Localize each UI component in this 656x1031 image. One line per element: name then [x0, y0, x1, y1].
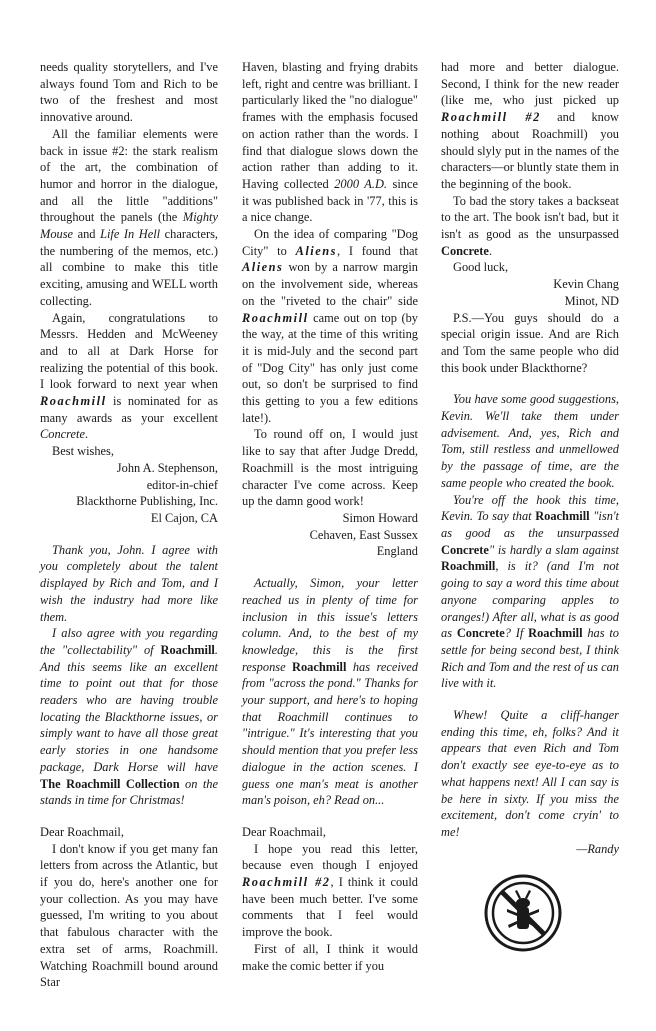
- bold-title: Roachmill: [160, 642, 215, 657]
- letter1-closing: Best wishes,: [52, 444, 114, 459]
- letter3-paragraph: I hope you read this letter, because even though I enjoyed Roachmill #2, I think it could have been much better. I've some comments that I feel would improve the book.: [242, 841, 418, 940]
- italic-title: Mighty Mouse: [40, 210, 218, 242]
- letter2-paragraph: On the idea of comparing "Dog City" to Aliens, I found that Aliens won by a narrow margin on the involvement side, whereas on the "riveted to the chair" side Roachmill came out on top (by the way, at the time of this writing it is mid-July and the second part of "Dog City" has only just come out, so don't be surprised to find this getting to you a few editions late!).: [242, 227, 418, 425]
- letter3-closing: Good luck,: [453, 260, 509, 275]
- letter1-paragraph: Again, congratulations to Messrs. Hedden and McWeeney and to all at Dark Horse for realizing the potential of this book. I look forward to next year when Roachmill is nominated for as many awards as your excellent Concrete.: [40, 310, 218, 442]
- letter1-signature-name: John A. Stephenson,: [116, 460, 218, 475]
- aliens-title: Aliens: [295, 243, 337, 258]
- bold-title: Concrete: [441, 243, 489, 258]
- letter3-signature-name: Kevin Chang: [553, 277, 619, 292]
- roachmill-logo-text: Roachmill #2: [242, 875, 331, 890]
- bold-title: Roachmill: [292, 659, 347, 674]
- letter1-paragraph: All the familiar elements were back in issue #2: the stark realism of the art, the combination of humor and horror in the dialogue, and all the little "additions" throughout the panels (the Mighty Mouse and Life In Hell characters, the numbering of the memos, etc.) all combine to make this title exciting, amusing and WELL worth collecting.: [40, 126, 218, 308]
- letter1-signature-location: El Cajon, CA: [150, 510, 218, 525]
- column-2: [242, 59, 418, 974]
- reply2-paragraph: Actually, Simon, your letter reached us in plenty of time for inclusion in this issue's letters column. And, to the best of my knowledge, this is the first response Roachmill has received from "across the pond." Thanks for your support, and here's to hoping that Roachmill continues to "intrigue." It's interesting that you should mention that you prefer less dialogue in the action scenes. I guess one man's meat is another man's poison, eh? Read on...: [242, 576, 418, 808]
- roachmill-logo-text: Roachmill #2: [441, 110, 541, 125]
- no-roach-icon: [483, 873, 563, 953]
- editor-signature: —Randy: [576, 841, 619, 856]
- letter2-paragraph: Haven, blasting and frying drabits left, right and centre was brilliant. I particularly liked the "no dialogue" frames with the emphasis focused on action rather than the words. I find that dialogue slows down the action rather than adding to it. Having collected 2000 A.D. since it was published back in '77, this is a nice change.: [242, 60, 419, 225]
- aliens-title: Aliens: [242, 260, 284, 275]
- bold-title: The Roachmill Collection: [40, 776, 180, 791]
- bold-title: Concrete: [456, 626, 505, 641]
- letter2-salutation: Dear Roachmail,: [40, 824, 124, 839]
- closing-note-paragraph: Whew! Quite a cliff-hanger ending this time, eh, folks? And it appears that even Rich and Tom don't exactly see eye-to-eye as to what happens next! All I can say is be here in sixty. If you miss the excitement, don't come cryin' to me!: [441, 708, 619, 839]
- reply1-paragraph: I also agree with you regarding the "collectability" of Roachmill. And this seems like an excellent time to point out that for those readers who are having trouble locating the Blackthorne issues, or simply want to have all those great early stories in one handsome package, Dark Horse will have The Roachmill Collection on the stands in time for Christmas!: [40, 626, 218, 808]
- letter1-signature-company: Blackthorne Publishing, Inc.: [76, 494, 218, 509]
- letter2-paragraph: I don't know if you get many fan letters from across the Atlantic, but if you do, here's another one for your collection. As you may have guessed, I'm writing to you about that fabulous character with the extra set of arms, Roachmill. Watching Roachmill bound around Star: [40, 841, 218, 990]
- column-1: [40, 59, 218, 991]
- roachmill-logo-text: Roachmill: [40, 394, 107, 409]
- reply3-paragraph: You're off the hook this time, Kevin. To say that Roachmill "isn't as good as the unsurpassed Concrete" is hardly a slam against Roachmill, is it? (and I'm not going to say a word this time about anyone comparing apples to oranges!) After all, what is as good as Concrete? If Roachmill has to settle for being second best, I think Rich and Tom and the rest of us can live with it.: [441, 492, 619, 691]
- reply3-paragraph: You have some good suggestions, Kevin. We'll take them under advisement. And, yes, Rich and Tom, still restless and unmellowed by the passage of time, are the same people who created the book.: [441, 392, 619, 490]
- letter1-signature-title: editor-in-chief: [146, 477, 218, 492]
- roachmill-logo-text: Roachmill: [242, 310, 309, 325]
- letter2-signature-name: Simon Howard: [342, 510, 418, 525]
- letter3-salutation: Dear Roachmail,: [242, 824, 326, 839]
- reply1-paragraph: Thank you, John. I agree with you completely about the talent displayed by Rich and Tom, and I wish the industry had more like them.: [40, 542, 218, 624]
- letter3-paragraph: First of all, I think it would make the comic better if you: [242, 941, 418, 973]
- letter3-signature-location: Minot, ND: [564, 293, 619, 308]
- italic-title: 2000 A.D.: [334, 176, 388, 191]
- letter2-signature-country: England: [376, 544, 418, 559]
- italic-title: Concrete: [40, 427, 85, 442]
- bold-title: Roachmill: [535, 509, 590, 524]
- bold-title: Roachmill: [441, 559, 496, 574]
- italic-title: Life In Hell: [100, 227, 161, 242]
- letter3-postscript: P.S.—You guys should do a special origin issue. And are Rich and Tom the same people who did this book under Blackthorne?: [441, 310, 619, 375]
- letter3-paragraph: had more and better dialogue. Second, I think for the new reader (like me, who just picked up Roachmill #2 and know nothing about Roachmill) you should slyly put in the names of the characters—or bluntly state them in the beginning of the book.: [441, 60, 619, 191]
- bold-title: Roachmill: [528, 626, 583, 641]
- letter1-paragraph: needs quality storytellers, and I've always found Tom and Rich to be two of the freshest and most innovative around.: [40, 60, 218, 125]
- letter2-paragraph: To round off on, I would just like to say that after Judge Dredd, Roachmill is the most intriguing character I've come across. Keep up the damn good work!: [242, 427, 418, 509]
- bold-title: Concrete: [441, 542, 489, 557]
- letter3-paragraph: To bad the story takes a backseat to the art. The book isn't bad, but it isn't as good as the unsurpassed Concrete.: [441, 193, 619, 258]
- letter2-signature-location: Cehaven, East Sussex: [309, 527, 418, 542]
- column-3: [441, 59, 619, 857]
